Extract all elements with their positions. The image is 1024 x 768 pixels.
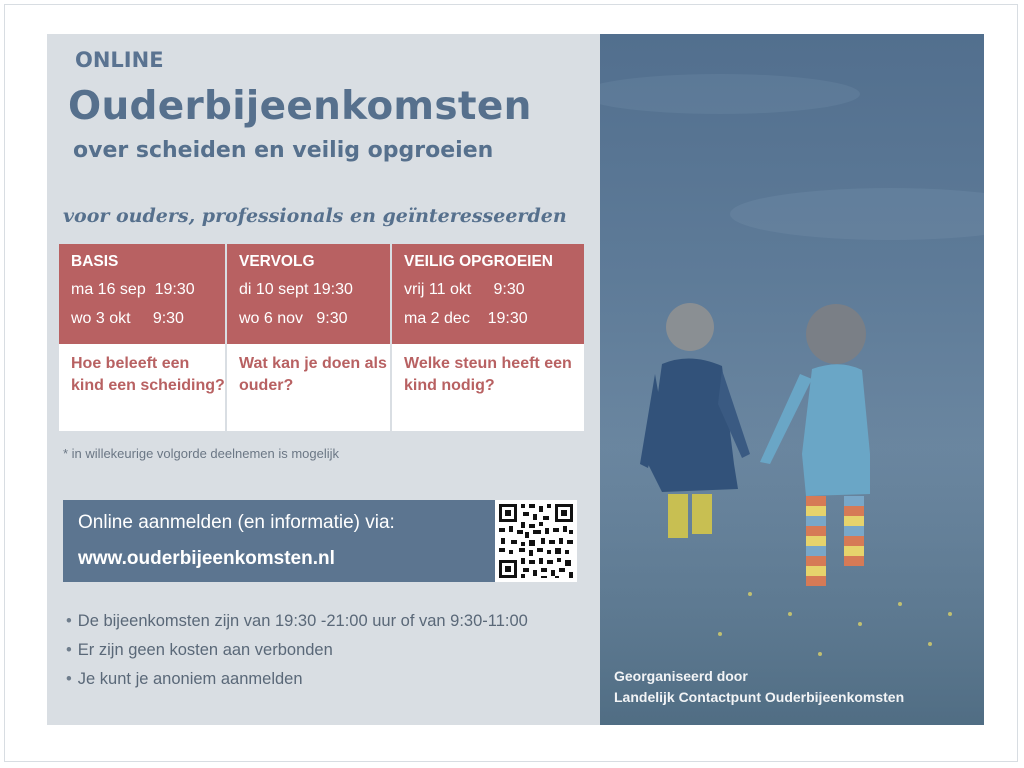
session-date: ma 2 dec 19:30 <box>404 310 528 327</box>
session-date: wo 3 okt 9:30 <box>71 310 184 327</box>
list-item: • De bijeenkomsten zijn van 19:30 -21:00 uur of van 9:30-11:00 <box>66 612 528 641</box>
footnote: * in willekeurige volgorde deelnemen is mogelijk <box>63 446 340 461</box>
signup-link[interactable]: www.ouderbijeenkomsten.nl <box>78 548 335 569</box>
session-name: VERVOLG <box>239 253 315 270</box>
session-date: wo 6 nov 9:30 <box>239 310 348 327</box>
session-header <box>227 244 390 344</box>
session-date: vrij 11 okt 9:30 <box>404 281 525 298</box>
session-date: ma 16 sep 19:30 <box>71 281 195 298</box>
qr-code-graphic <box>495 500 577 582</box>
eyebrow-online: ONLINE <box>75 48 164 72</box>
session-date: di 10 sept 19:30 <box>239 281 353 298</box>
page-subtitle: over scheiden en veilig opgroeien <box>73 138 494 163</box>
audience-line: voor ouders, professionals en geïnteresseerden <box>63 205 567 227</box>
organizer-credit <box>614 666 904 708</box>
session-name: VEILIG OPGROEIEN <box>404 253 553 270</box>
photo-panel <box>600 34 984 725</box>
session-question: Wat kan je doen als ouder? <box>227 344 390 431</box>
signup-box <box>63 500 495 582</box>
qr-code-icon[interactable] <box>495 500 577 582</box>
list-item: • Er zijn geen kosten aan verbonden <box>66 641 528 670</box>
session-question: Hoe beleeft een kind een scheiding? <box>59 344 225 431</box>
session-name: BASIS <box>71 253 119 270</box>
session-vervolg <box>227 244 390 431</box>
organizer-line1: Georganiseerd door <box>614 668 748 684</box>
session-question: Welke steun heeft een kind nodig? <box>392 344 584 431</box>
session-basis <box>59 244 225 431</box>
organizer-line2: Landelijk Contactpunt Ouderbijeenkomsten <box>614 689 905 705</box>
session-header <box>392 244 584 344</box>
list-item: • Je kunt je anoniem aanmelden <box>66 670 528 699</box>
signup-label: Online aanmelden (en informatie) via: <box>78 512 395 533</box>
children-walking-photo <box>600 34 984 725</box>
session-header <box>59 244 225 344</box>
info-bullets <box>66 612 528 699</box>
session-veilig-opgroeien <box>392 244 584 431</box>
page-title: Ouderbijeenkomsten <box>68 84 532 129</box>
